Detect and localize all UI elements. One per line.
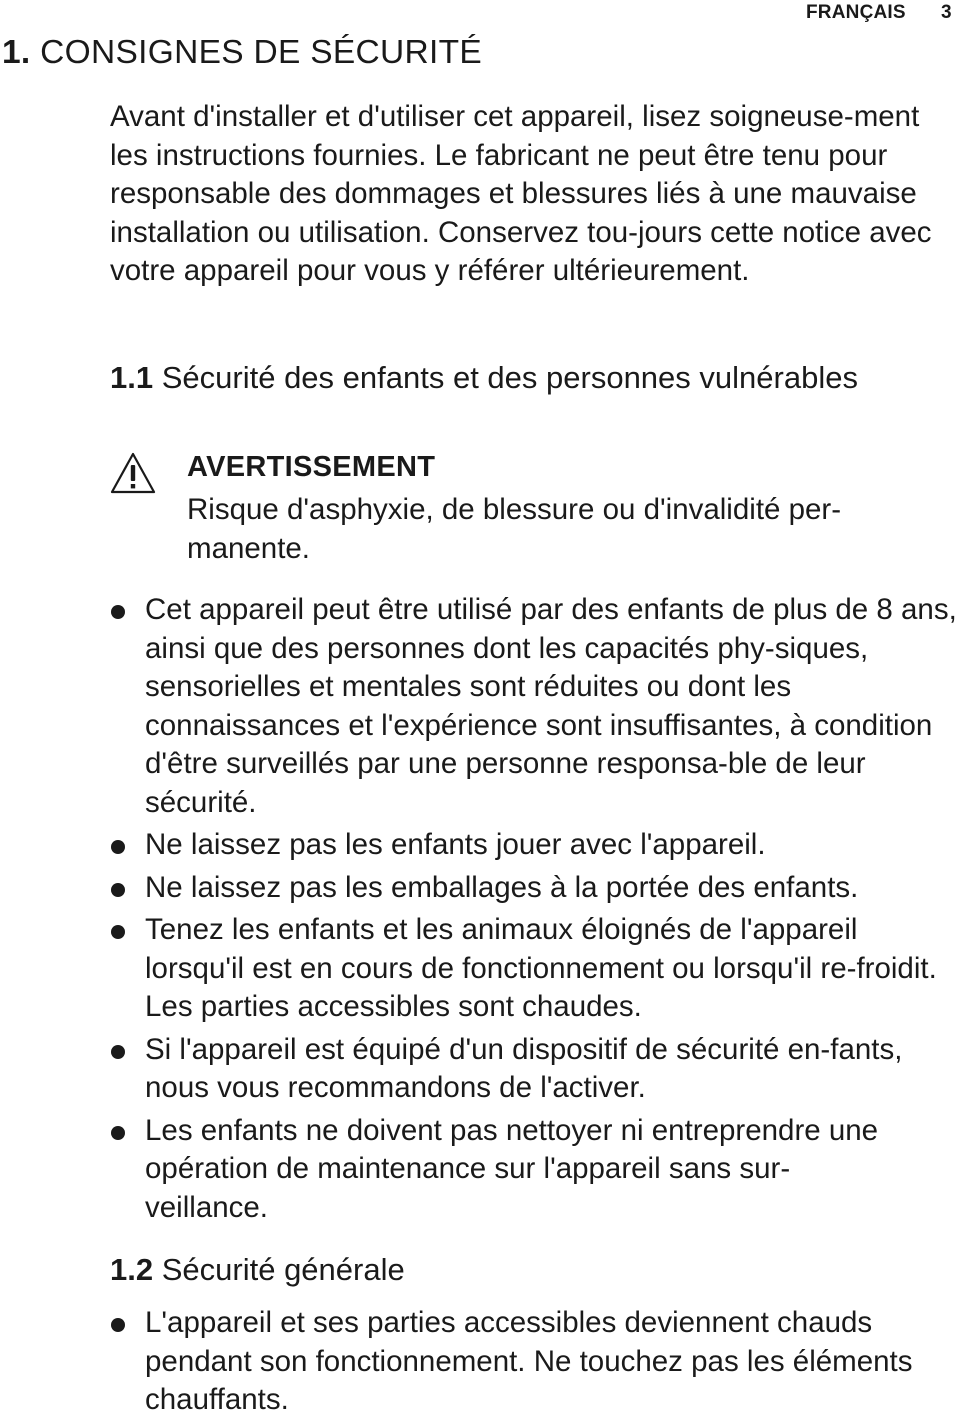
- bullet-dot-icon: [111, 1045, 125, 1059]
- bullet-dot-icon: [111, 883, 125, 897]
- bullet-dot-icon: [111, 1126, 125, 1140]
- subsection-number: 1.1: [110, 360, 154, 395]
- subsection-heading-1-1: [110, 357, 870, 398]
- warning-text: Risque d'asphyxie, de blessure ou d'invalidité per-manente.: [187, 493, 842, 565]
- child-safety-list: [0, 591, 960, 1231]
- page-number: 3: [941, 2, 952, 23]
- intro-paragraph: Avant d'installer et d'utiliser cet appareil, lisez soigneuse-ment les instructions fournies. Le fabricant ne peut être tenu pour responsable des dommages et blessures liés à une mauvaise installation ou utilisation. Conservez tou-jours cette notice avec votre appareil pour vous y référer ultérieurement.: [110, 100, 932, 287]
- list-item: Tenez les enfants et les animaux éloignés de l'appareil lorsqu'il est en cours de fonctionnement ou lorsqu'il re-froidit. Les parties accessibles sont chaudes.: [0, 911, 957, 1027]
- bullet-dot-icon: [111, 840, 125, 854]
- section-title-text: CONSIGNES DE SÉCURITÉ: [40, 34, 483, 71]
- list-item: Cet appareil peut être utilisé par des enfants de plus de 8 ans, ainsi que des personnes dont les capacités phy-siques, sensorielles et mentales sont réduites ou dont les connaissances et l'expérience sont insuffisantes, à condition d'être surveillés par une personne responsa-ble de leur sécurité.: [0, 591, 957, 822]
- warning-triangle-icon: [110, 452, 156, 494]
- bullet-dot-icon: [111, 605, 125, 619]
- bullet-dot-icon: [111, 925, 125, 939]
- header-language: FRANÇAIS: [806, 2, 906, 23]
- subsection-heading-1-2: [110, 1249, 870, 1290]
- subsection-title: Sécurité générale: [161, 1252, 405, 1287]
- list-item: Si l'appareil est équipé d'un dispositif de sécurité en-fants, nous vous recommandons de l'activer.: [0, 1031, 925, 1108]
- general-safety-list: [0, 1304, 960, 1420]
- list-item: Ne laissez pas les enfants jouer avec l'appareil.: [0, 826, 960, 865]
- list-item: Ne laissez pas les emballages à la portée des enfants.: [0, 869, 960, 908]
- warning-title: AVERTISSEMENT: [187, 451, 436, 483]
- section-number: 1.: [2, 34, 31, 71]
- list-item: L'appareil et ses parties accessibles deviennent chauds pendant son fonctionnement. Ne touchez pas les éléments chauffants.: [0, 1304, 945, 1420]
- subsection-number: 1.2: [110, 1252, 154, 1287]
- bullet-dot-icon: [111, 1318, 125, 1332]
- section-title: [2, 34, 482, 72]
- list-item: Les enfants ne doivent pas nettoyer ni entreprendre une opération de maintenance sur l'appareil sans sur-veillance.: [0, 1112, 885, 1228]
- subsection-title: Sécurité des enfants et des personnes vulnérables: [161, 360, 858, 395]
